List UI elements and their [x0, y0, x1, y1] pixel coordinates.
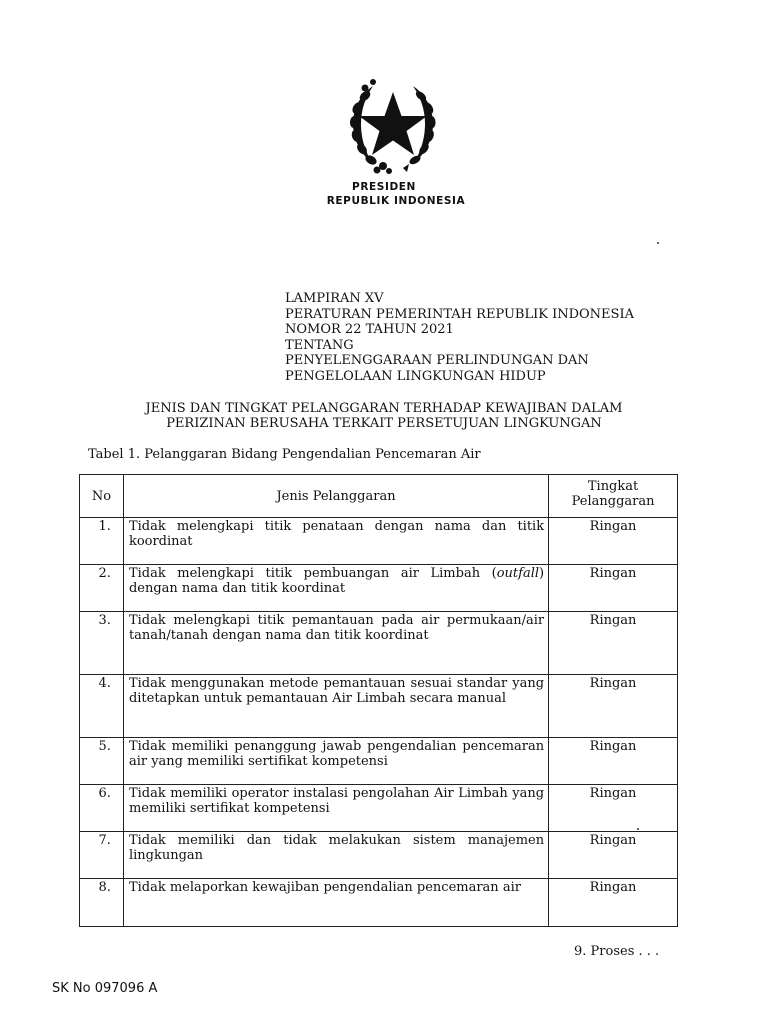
row-jenis: Tidak melengkapi titik penataan dengan nama dan titik koordinat — [123, 518, 548, 565]
document-title — [0, 401, 768, 431]
table-header-row — [80, 475, 678, 518]
row-tingkat: Ringan — [549, 738, 678, 785]
row-tingkat: Ringan — [549, 518, 678, 565]
row-jenis: Tidak menggunakan metode pemantauan sesuai standar yang ditetapkan untuk pemantauan Air Limbah secara manual — [123, 675, 548, 738]
header-republic: REPUBLIK INDONESIA — [326, 195, 466, 207]
row-jenis: Tidak memiliki dan tidak melakukan sistem manajemen lingkungan — [123, 832, 548, 879]
table-row — [80, 832, 678, 879]
table-row — [80, 738, 678, 785]
header-tingkat-line2: Pelanggaran — [571, 494, 655, 509]
serial-number: SK No 097096 A — [52, 981, 158, 996]
table-row — [80, 879, 678, 927]
document-title-line: JENIS DAN TINGKAT PELANGGARAN TERHADAP KEWAJIBAN DALAM — [145, 401, 623, 416]
row-jenis: Tidak memiliki penanggung jawab pengendalian pencemaran air yang memiliki sertifikat kompetensi — [123, 738, 548, 785]
row-jenis: Tidak memiliki operator instalasi pengolahan Air Limbah yang memiliki sertifikat kompetensi — [123, 785, 548, 832]
violations-table — [79, 474, 678, 927]
row-no: 2. — [80, 565, 124, 612]
garuda-star-wreath-emblem-icon — [343, 78, 443, 176]
lampiran-line: TENTANG — [285, 337, 354, 353]
header-tingkat-line1: Tingkat — [587, 479, 639, 494]
lampiran-line: PENYELENGGARAAN PERLINDUNGAN DAN — [285, 353, 589, 368]
next-page-catchword: 9. Proses . . . — [574, 944, 660, 959]
lampiran-line: PENGELOLAAN LINGKUNGAN HIDUP — [285, 368, 546, 384]
row-tingkat: Ringan — [549, 675, 678, 738]
table-caption: Tabel 1. Pelanggaran Bidang Pengendalian Pencemaran Air — [88, 447, 481, 462]
row-tingkat: Ringan — [549, 832, 678, 879]
row-no: 6. — [80, 785, 124, 832]
row-no: 7. — [80, 832, 124, 879]
lampiran-line: LAMPIRAN XV — [285, 291, 384, 306]
row-jenis — [123, 565, 548, 612]
row-jenis-italic: outfall — [496, 566, 540, 581]
row-no: 1. — [80, 518, 124, 565]
row-jenis: Tidak melengkapi titik pemantauan pada air permukaan/air tanah/tanah dengan nama dan titik koordinat — [123, 612, 548, 675]
row-no: 5. — [80, 738, 124, 785]
row-jenis-text: Tidak melengkapi titik pembuangan air Limbah ( — [128, 566, 497, 581]
lampiran-line: NOMOR 22 TAHUN 2021 — [285, 322, 454, 337]
header-jenis: Jenis Pelanggaran — [123, 475, 548, 518]
row-tingkat: Ringan — [549, 879, 678, 927]
lampiran-block — [285, 291, 634, 384]
table-row — [80, 518, 678, 565]
header-president: PRESIDEN — [352, 181, 416, 193]
scan-speck — [657, 242, 659, 244]
row-tingkat: Ringan — [549, 565, 678, 612]
row-no: 8. — [80, 879, 124, 927]
header-tingkat — [549, 475, 678, 518]
table-row — [80, 565, 678, 612]
header-no: No — [80, 475, 124, 518]
row-no: 3. — [80, 612, 124, 675]
table-row — [80, 675, 678, 738]
row-jenis: Tidak melaporkan kewajiban pengendalian pencemaran air — [123, 879, 548, 927]
row-tingkat: Ringan — [549, 612, 678, 675]
row-tingkat: Ringan — [549, 785, 678, 832]
scan-speck — [637, 828, 639, 830]
table-row — [80, 785, 678, 832]
table-row — [80, 612, 678, 675]
row-jenis-text: ) dengan nama dan titik koordinat — [128, 566, 545, 596]
document-title-line: PERIZINAN BERUSAHA TERKAIT PERSETUJUAN LINGKUNGAN — [166, 416, 602, 431]
row-no: 4. — [80, 675, 124, 738]
lampiran-line: PERATURAN PEMERINTAH REPUBLIK INDONESIA — [285, 306, 634, 322]
